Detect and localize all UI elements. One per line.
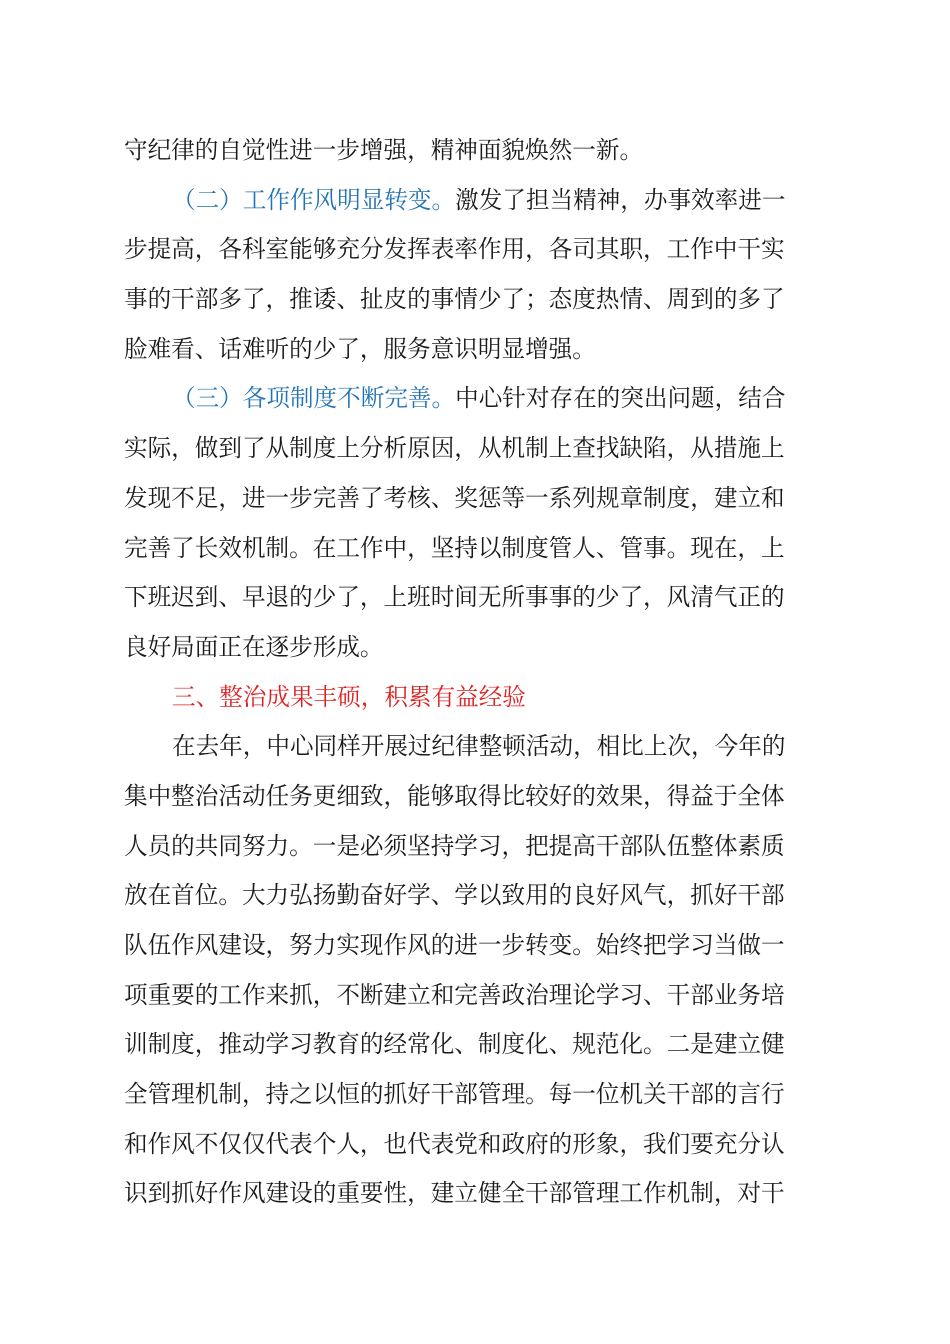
body-line: 项重要的工作来抓，不断建立和完善政治理论学习、干部业务培 [124, 980, 785, 1009]
body-line: 发现不足，进一步完善了考核、奖惩等一系列规章制度，建立和 [124, 483, 785, 512]
subheading-line: （三）各项制度不断完善。中心针对存在的突出问题，结合 [172, 384, 786, 413]
subheading-work-style: （二）工作作风明显转变。 [172, 185, 456, 214]
body-line: 完善了长效机制。在工作中，坚持以制度管人、管事。现在，上 [124, 533, 785, 562]
body-line: 放在首位。大力弘扬勤奋好学、学以致用的良好风气，抓好干部 [124, 881, 785, 910]
body-line: 和作风不仅仅代表个人，也代表党和政府的形象，我们要充分认 [124, 1129, 785, 1158]
body-line: 守纪律的自觉性进一步增强，精神面貌焕然一新。 [124, 136, 644, 164]
body-line: 全管理机制，持之以恒的抓好干部管理。每一位机关干部的言行 [124, 1080, 785, 1109]
document-body [124, 126, 836, 1219]
body-line: 事的干部多了，推诿、扯皮的事情少了；态度热情、周到的多了 [124, 285, 785, 314]
body-line: 良好局面正在逐步形成。 [124, 632, 384, 661]
subheading-regulations: （三）各项制度不断完善。 [172, 384, 456, 413]
body-line: 训制度，推动学习教育的经常化、制度化、规范化。二是建立健 [124, 1030, 785, 1059]
body-line: 人员的共同努力。一是必须坚持学习，把提高干部队伍整体素质 [124, 831, 785, 860]
body-line: 识到抓好作风建设的重要性，建立健全干部管理工作机制，对干 [124, 1179, 785, 1208]
body-line: 队伍作风建设，努力实现作风的进一步转变。始终把学习当做一 [124, 931, 785, 959]
section-title: 三、整治成果丰硕，积累有益经验 [172, 682, 526, 711]
body-line: 实际，做到了从制度上分析原因，从机制上查找缺陷，从措施上 [124, 434, 785, 463]
body-line: 步提高，各科室能够充分发挥表率作用，各司其职，工作中干实 [124, 235, 785, 264]
body-line: 在去年，中心同样开展过纪律整顿活动，相比上次，今年的 [172, 732, 786, 761]
body-line: 脸难看、话难听的少了，服务意识明显增强。 [124, 334, 596, 363]
subheading-line: （二）工作作风明显转变。激发了担当精神，办事效率进一 [172, 185, 786, 214]
body-line: 下班迟到、早退的少了，上班时间无所事事的少了，风清气正的 [124, 583, 785, 612]
body-line: 集中整治活动任务更细致，能够取得比较好的效果，得益于全体 [124, 781, 785, 810]
